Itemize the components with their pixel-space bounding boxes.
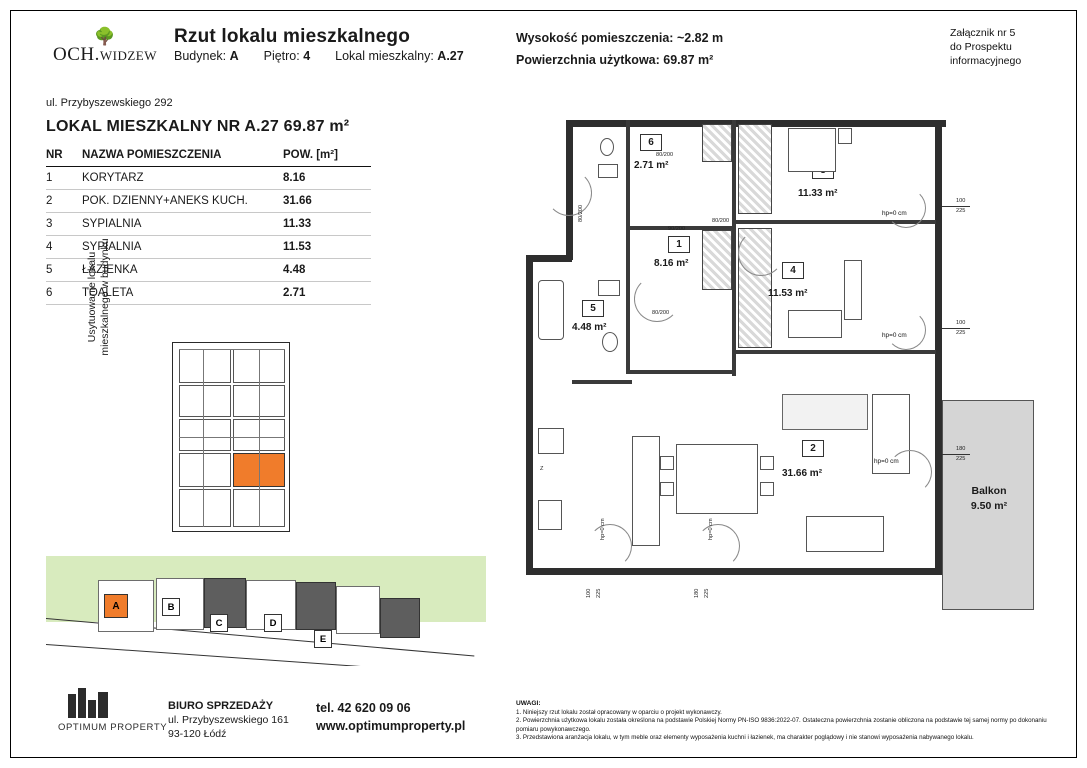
- row-area: 11.33: [283, 213, 371, 236]
- logo-widzew: WIDZEW: [99, 48, 157, 63]
- optimum-logo-text: OPTIMUM PROPERTY: [58, 722, 168, 733]
- ceiling-height: Wysokość pomieszczenia: ~2.82 m: [516, 31, 724, 45]
- unit-heading-area: 69.87 m²: [283, 118, 350, 135]
- nightstand-3: [838, 128, 852, 144]
- annex-note: [950, 26, 1021, 68]
- room-2-number: 2: [802, 440, 824, 457]
- row-name: TOALETA: [82, 282, 283, 305]
- toilet-fixture-5-icon: [602, 332, 618, 352]
- bathtub-icon: [538, 280, 564, 340]
- building-label: Budynek:: [174, 49, 227, 63]
- annex-line-2: do Prospektu: [950, 41, 1012, 53]
- balcony-area-value: 9.50 m²: [970, 500, 1008, 512]
- row-nr: 3: [46, 213, 82, 236]
- dining-chair-1: [660, 456, 674, 470]
- room-6-area: 2.71 m²: [634, 160, 669, 171]
- unit-location-label-line2: mieszkalnego w budynku: [99, 238, 111, 356]
- unit-heading-text: LOKAL MIESZKALNY NR A.27: [46, 118, 279, 135]
- och-widzew-logo: [46, 27, 164, 82]
- room-4-number: 4: [782, 262, 804, 279]
- page-title: Rzut lokalu mieszkalnego: [174, 26, 411, 47]
- sales-office-city: 93-120 Łódź: [168, 728, 227, 740]
- dining-chair-4: [760, 482, 774, 496]
- row-nr: 6: [46, 282, 82, 305]
- opening-2-label: hp=0 cm: [882, 332, 907, 339]
- opening-1-label: hp=0 cm: [882, 210, 907, 217]
- unit-heading: [46, 118, 349, 136]
- wall-bottom: [526, 568, 942, 575]
- wall-partition-5: [626, 370, 736, 374]
- site-building-d: [264, 614, 282, 632]
- row-name: SYPIALNIA: [82, 236, 283, 259]
- floor-label: Piętro:: [263, 49, 300, 63]
- row-area: 2.71: [283, 282, 371, 305]
- project-address: ul. Przybyszewskiego 292: [46, 97, 173, 109]
- annex-line-3: informacyjnego: [950, 55, 1022, 67]
- logo-bars-icon: [58, 688, 168, 718]
- notes-block: [516, 700, 1061, 743]
- door-dim-5: 90/200: [668, 226, 686, 232]
- note-3: 3. Przedstawiona aranżacja lokalu, w tym meble oraz elementy wyposażenia kuchni i łazienek, ma charakter poglądowy i nie stanowi wyposażenia nabywanego lokalu.: [516, 734, 974, 742]
- bed-furniture-4: [788, 310, 842, 338]
- room-6-number: 6: [640, 134, 662, 151]
- building-value: A: [229, 49, 239, 63]
- toilet-fixture-icon: [600, 138, 614, 156]
- kitchen-counter: [632, 436, 660, 546]
- row-name: ŁAZIENKA: [82, 259, 283, 282]
- annex-line-1: Załącznik nr 5: [950, 27, 1016, 39]
- room-3-area: 11.33 m²: [798, 188, 838, 199]
- opening-3-dim-bottom: 225: [956, 456, 966, 462]
- site-building-a: [104, 594, 128, 618]
- site-building-b: [162, 598, 180, 616]
- wall-partition-1: [626, 120, 630, 230]
- room-4-area: 11.53 m²: [768, 288, 808, 299]
- dining-table-furniture: [676, 444, 758, 514]
- wall-left-step: [566, 220, 573, 260]
- contact-info: [316, 699, 465, 735]
- room-5-number: 5: [582, 300, 604, 317]
- sink-fixture-icon: [598, 164, 618, 178]
- wall-left: [526, 255, 533, 575]
- room-2-area: 31.66 m²: [782, 468, 823, 479]
- col-nr: NR: [46, 145, 82, 167]
- row-area: 31.66: [283, 190, 371, 213]
- website-url[interactable]: www.optimumproperty.pl: [316, 719, 466, 733]
- usable-area: Powierzchnia użytkowa: 69.87 m²: [516, 53, 714, 67]
- site-building-e-label: E: [319, 633, 327, 645]
- site-building-c-label: C: [215, 617, 223, 629]
- sales-office-info: [168, 699, 289, 741]
- logo-text: [46, 44, 164, 66]
- sales-office-title: BIURO SPRZEDAŻY: [168, 700, 274, 712]
- room-1-area: 8.16 m²: [654, 258, 689, 269]
- site-building-d-label: D: [269, 617, 277, 629]
- bed-furniture-3: [788, 128, 836, 172]
- balcony-name: Balkon: [971, 485, 1007, 497]
- opening-5-label: hp=0 cm: [708, 518, 714, 540]
- row-nr: 4: [46, 236, 82, 259]
- unit-value: A.27: [437, 49, 464, 63]
- opening-3-dim-top: 180: [956, 446, 966, 452]
- wall-partition-8: [736, 350, 936, 354]
- door-dim-4: 80/200: [652, 310, 670, 316]
- site-building-e: [314, 630, 332, 648]
- table-row: [46, 190, 371, 213]
- shaft-1: [702, 124, 732, 162]
- unit-label: Lokal mieszkalny:: [335, 49, 434, 63]
- opening-4-label: hp=0 cm: [600, 518, 606, 540]
- shaft-2: [702, 230, 732, 290]
- site-map: [46, 556, 486, 666]
- dining-chair-2: [660, 482, 674, 496]
- wall-partition-3: [732, 120, 736, 230]
- opening-3-label: hp=0 cm: [874, 458, 899, 465]
- unit-location-label: [86, 222, 112, 372]
- washbasin-5-icon: [598, 280, 620, 296]
- wall-partition-9: [572, 380, 632, 384]
- kitchen-mark: Z: [540, 466, 544, 472]
- row-area: 11.53: [283, 236, 371, 259]
- col-area: POW. [m²]: [283, 145, 371, 167]
- tree-icon: 🌳: [94, 27, 116, 46]
- optimum-property-logo: [58, 688, 168, 733]
- room-5-area: 4.48 m²: [572, 322, 607, 333]
- dining-chair-3: [760, 456, 774, 470]
- row-nr: 1: [46, 167, 82, 190]
- room-1-number: 1: [668, 236, 690, 253]
- fridge-icon: [538, 500, 562, 530]
- header-subline: [174, 49, 464, 63]
- building-mini-plan: [172, 342, 290, 532]
- opening-4-dim-top: 100: [586, 588, 592, 598]
- opening-1-dim-bottom: 225: [956, 208, 966, 214]
- row-nr: 5: [46, 259, 82, 282]
- table-row: [46, 167, 371, 190]
- notes-title: UWAGI:: [516, 700, 541, 707]
- wardrobe-4: [844, 260, 862, 320]
- wall-partition-6: [626, 230, 630, 374]
- sales-office-street: ul. Przybyszewskiego 161: [168, 714, 289, 726]
- opening-2-dim-top: 100: [956, 320, 966, 326]
- row-name: POK. DZIENNY+ANEKS KUCH.: [82, 190, 283, 213]
- balcony-label: [946, 484, 1032, 514]
- tv-unit-furniture: [806, 516, 884, 552]
- wall-right: [935, 120, 942, 575]
- site-building-a-label: A: [112, 600, 120, 612]
- note-2: 2. Powierzchnia użytkowa lokalu została określona na podstawie Polskiej Normy PN-ISO 9836:2022-07. Ostateczna powierzchnia zostanie obliczona na podstawie tej samej normy po dokonaniu pomiaru powykonawczego.: [516, 717, 1047, 733]
- shaft-4: [738, 124, 772, 214]
- hob-icon: [538, 428, 564, 454]
- row-name: SYPIALNIA: [82, 213, 283, 236]
- site-building-b-label: B: [167, 601, 175, 613]
- door-dim-1: 80/200: [578, 204, 584, 222]
- row-nr: 2: [46, 190, 82, 213]
- header-specs: [516, 27, 723, 71]
- opening-5-dim-bottom: 225: [704, 588, 710, 598]
- floor-value: 4: [303, 49, 311, 63]
- row-name: KORYTARZ: [82, 167, 283, 190]
- col-name: NAZWA POMIESZCZENIA: [82, 145, 283, 167]
- opening-5-dim-top: 180: [694, 588, 700, 598]
- opening-4-dim-bottom: 225: [596, 588, 602, 598]
- site-building-c: [210, 614, 228, 632]
- note-1: 1. Niniejszy rzut lokalu został opracowany w oparciu o projekt wykonawczy.: [516, 708, 722, 716]
- row-area: 8.16: [283, 167, 371, 190]
- unit-location-label-line1: Usytuowanie lokalu: [86, 251, 98, 343]
- door-dim-2: 80/200: [656, 152, 674, 158]
- opening-2-dim-bottom: 225: [956, 330, 966, 336]
- floor-plan: [516, 110, 1061, 630]
- row-area: 4.48: [283, 259, 371, 282]
- phone-number: tel. 42 620 09 06: [316, 701, 411, 715]
- door-dim-3: 80/200: [712, 218, 730, 224]
- table-header-row: [46, 145, 371, 167]
- opening-1-dim-top: 100: [956, 198, 966, 204]
- logo-och: OCH.: [52, 44, 100, 65]
- sofa-furniture: [782, 394, 868, 430]
